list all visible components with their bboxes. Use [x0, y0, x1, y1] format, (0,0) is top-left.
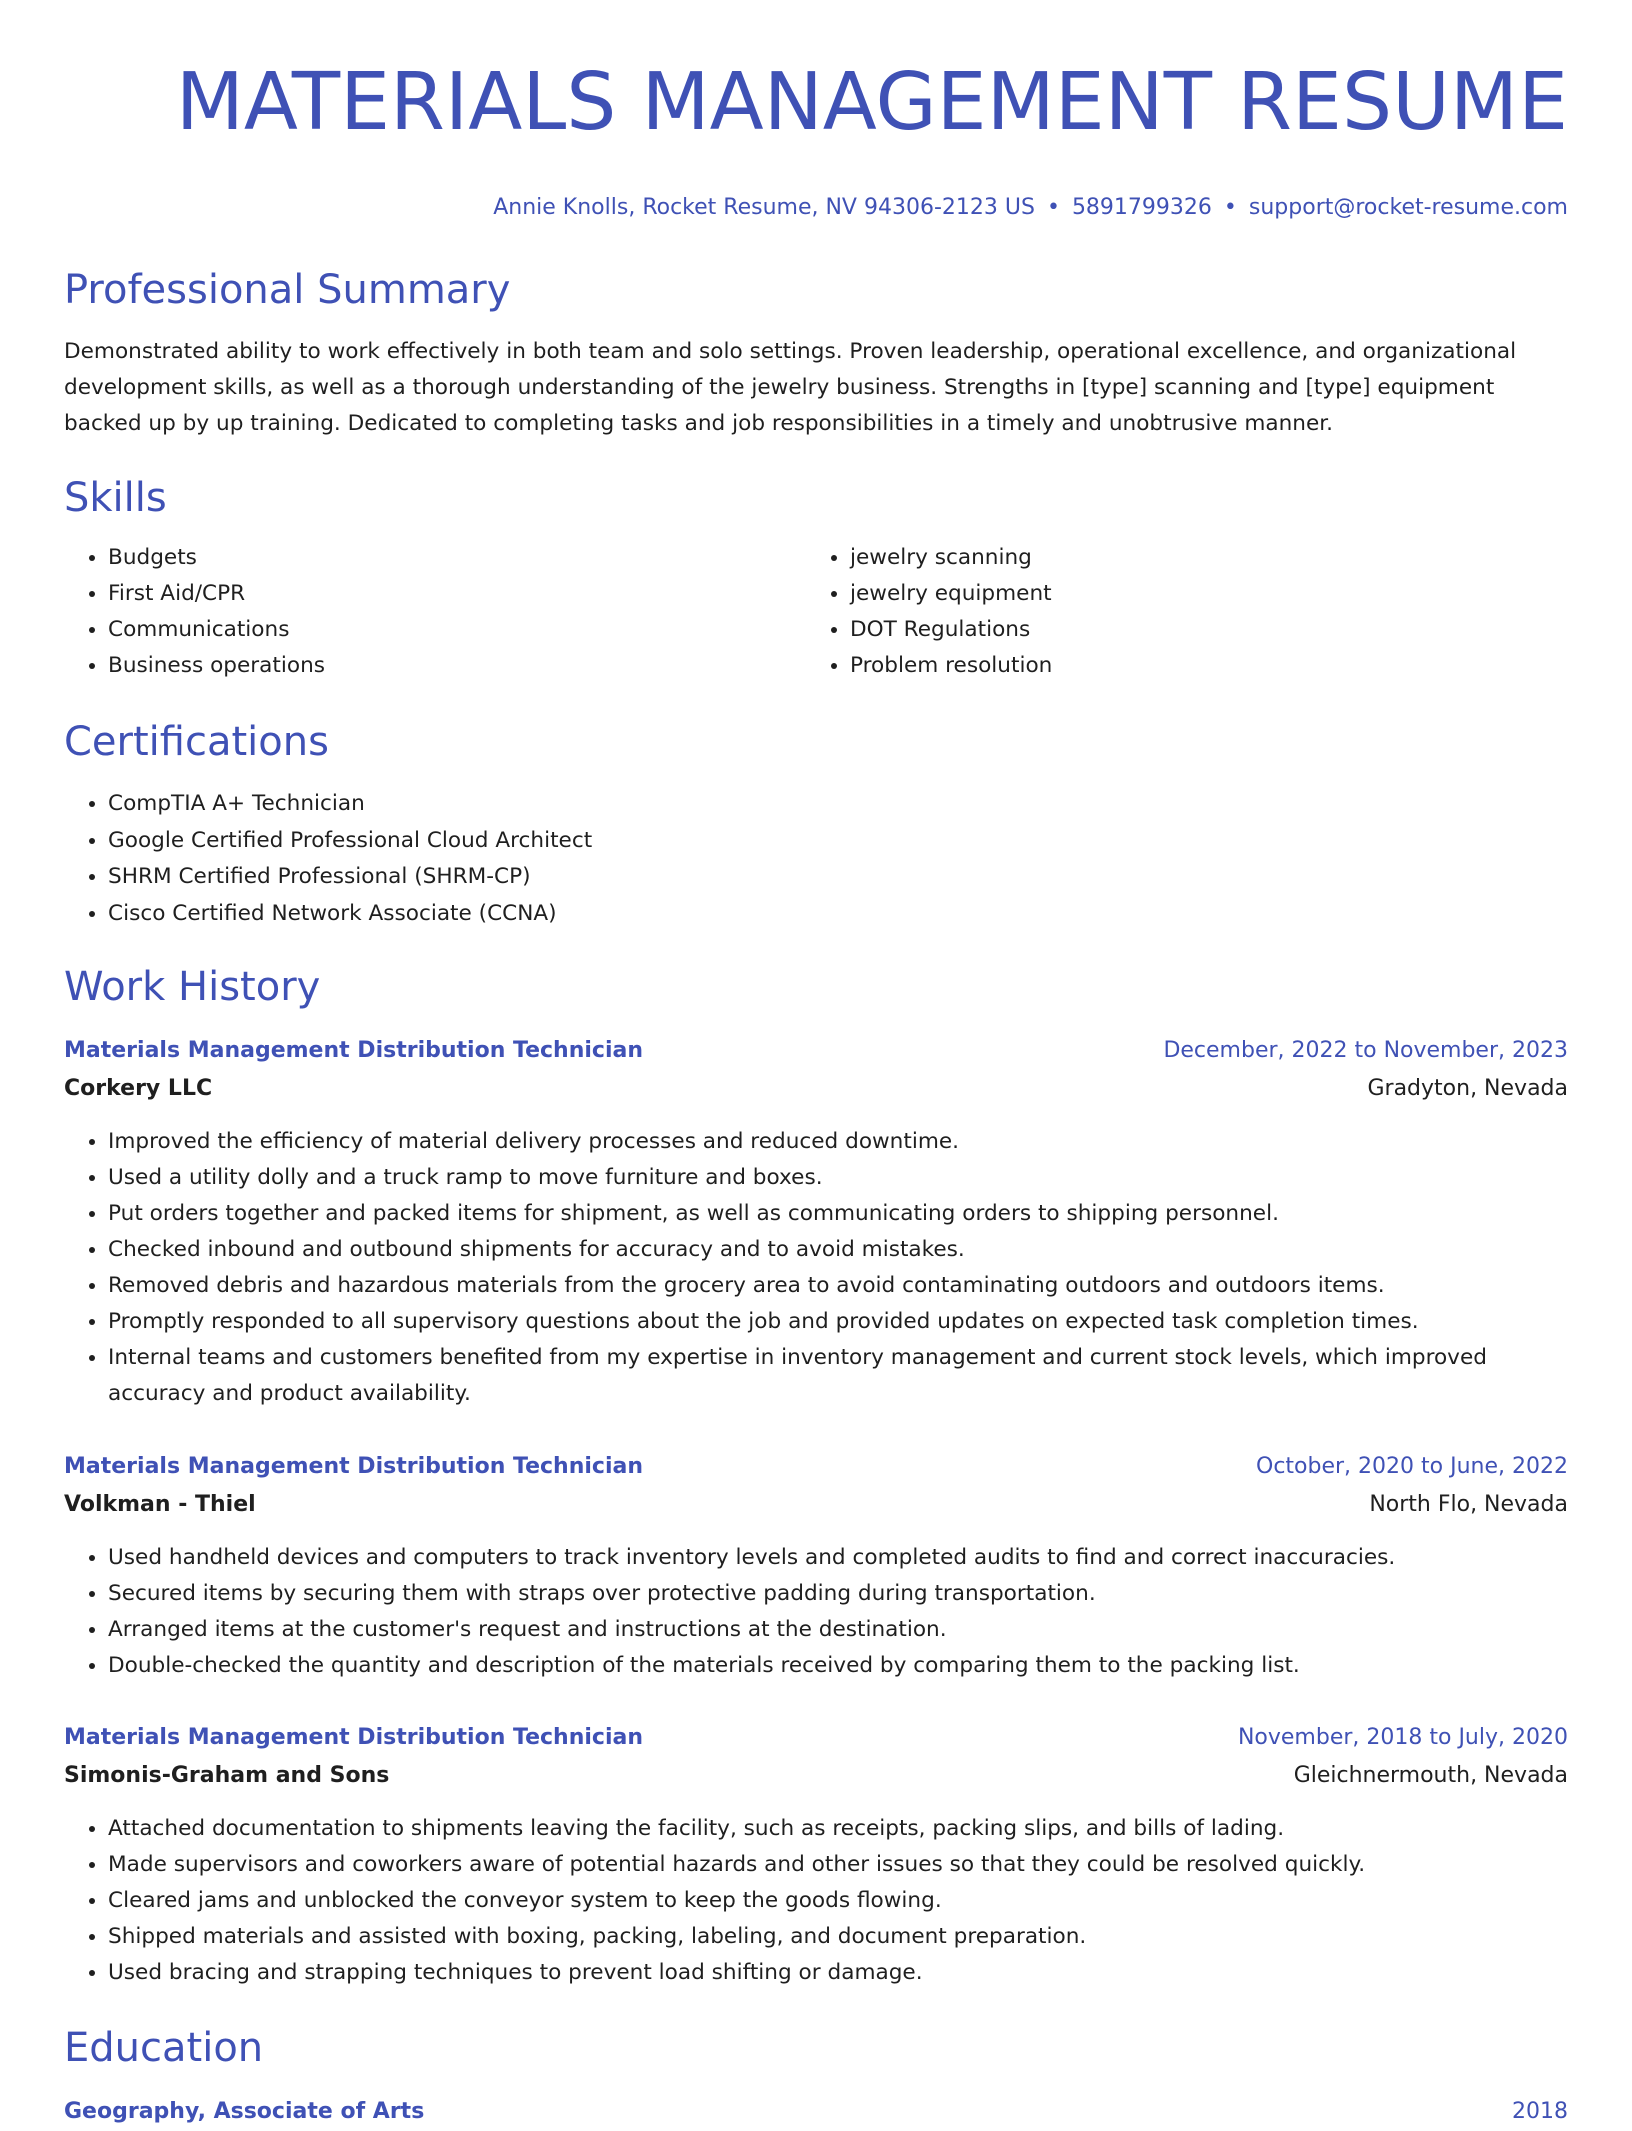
job-company: Simonis-Graham and Sons [64, 1763, 390, 1788]
certification-item: • Cisco Certified Network Associate (CCNA) [108, 896, 592, 933]
job-bullets [64, 1124, 1568, 1412]
contact-line [64, 193, 1568, 223]
job-bullets [64, 1540, 1568, 1684]
job-bullet: • Cleared jams and unblocked the conveyor system to keep the goods flowing. [108, 1883, 1568, 1919]
resume-page [64, 0, 1568, 2124]
skills-column-2 [806, 540, 1052, 684]
job-location: Gradyton, Nevada [1367, 1076, 1568, 1101]
skill-item: • Communications [108, 612, 325, 648]
skills-column-1 [64, 540, 325, 684]
job-entry [64, 1032, 1568, 1412]
job-company: Volkman - Thiel [64, 1492, 256, 1517]
section-heading-work-history: Work History [64, 964, 321, 1010]
job-header-row [64, 1719, 1568, 1757]
job-bullet: • Used bracing and strapping techniques to prevent load shifting or damage. [108, 1955, 1568, 1991]
job-title: Materials Management Distribution Technician [64, 1038, 644, 1063]
skill-item: • Business operations [108, 648, 325, 684]
skill-item: • Problem resolution [850, 648, 1052, 684]
job-location: Gleichnermouth, Nevada [1293, 1763, 1568, 1788]
job-bullet: • Improved the efficiency of material delivery processes and reduced downtime. [108, 1124, 1568, 1160]
job-bullet: • Attached documentation to shipments leaving the facility, such as receipts, packing slips, and bills of lading. [108, 1811, 1568, 1847]
skill-item: • DOT Regulations [850, 612, 1052, 648]
job-bullet: • Internal teams and customers benefited from my expertise in inventory management and current stock levels, which improved accuracy and product availability. [108, 1340, 1568, 1412]
contact-separator: • [1046, 195, 1060, 220]
section-heading-summary: Professional Summary [64, 267, 511, 313]
summary-text: Demonstrated ability to work effectively in both team and solo settings. Proven leadership, operational excellence, and organizational development skills, as well as a thorough understanding of the jewelry business. Strengths in [type] scanning and [type] equipment backed up by up training. Dedicated to completing tasks and job responsibilities in a timely and unobtrusive manner. [64, 339, 1517, 436]
job-bullet: • Shipped materials and assisted with boxing, packing, labeling, and document preparation. [108, 1919, 1568, 1955]
job-dates: November, 2018 to July, 2020 [1237, 1725, 1568, 1750]
contact-phone: 5891799326 [1071, 195, 1212, 220]
job-entry [64, 1719, 1568, 1991]
skill-item: • jewelry equipment [850, 576, 1052, 612]
job-company-row [64, 1070, 1568, 1108]
education-degree: Geography, Associate of Arts [64, 2099, 425, 2124]
certification-item: • SHRM Certified Professional (SHRM-CP) [108, 859, 592, 896]
job-company: Corkery LLC [64, 1076, 213, 1101]
contact-email[interactable]: support@rocket-resume.com [1248, 195, 1568, 220]
job-bullet: • Promptly responded to all supervisory questions about the job and provided updates on expected task completion times. [108, 1304, 1568, 1340]
job-bullet: • Checked inbound and outbound shipments for accuracy and to avoid mistakes. [108, 1232, 1568, 1268]
job-header-row [64, 1448, 1568, 1486]
job-bullets [64, 1811, 1568, 1991]
education-entry [64, 2093, 1568, 2131]
skill-item: • jewelry scanning [850, 540, 1052, 576]
section-heading-education: Education [64, 2025, 264, 2071]
job-bullet: • Made supervisors and coworkers aware of potential hazards and other issues so that they could be resolved quickly. [108, 1847, 1568, 1883]
education-year: 2018 [1512, 2099, 1568, 2124]
job-company-row [64, 1757, 1568, 1795]
section-heading-skills: Skills [64, 475, 167, 521]
job-entry [64, 1448, 1568, 1684]
skill-item: • Budgets [108, 540, 325, 576]
job-title: Materials Management Distribution Technician [64, 1454, 644, 1479]
job-company-row [64, 1486, 1568, 1524]
job-bullet: • Used handheld devices and computers to track inventory levels and completed audits to find and correct inaccuracies. [108, 1540, 1568, 1576]
resume-title: MATERIALS MANAGEMENT RESUME [175, 56, 1568, 148]
job-dates: October, 2020 to June, 2022 [1256, 1454, 1568, 1479]
contact-address: Annie Knolls, Rocket Resume, NV 94306-2123 US [493, 195, 1035, 220]
job-location: North Flo, Nevada [1369, 1492, 1568, 1517]
job-bullet: • Double-checked the quantity and description of the materials received by comparing them to the packing list. [108, 1648, 1568, 1684]
certification-item: • Google Certified Professional Cloud Architect [108, 823, 592, 860]
contact-separator: • [1223, 195, 1237, 220]
job-bullet: • Put orders together and packed items for shipment, as well as communicating orders to shipping personnel. [108, 1196, 1568, 1232]
job-bullet: • Secured items by securing them with straps over protective padding during transportation. [108, 1576, 1568, 1612]
section-heading-certifications: Certifications [64, 719, 329, 765]
job-dates: December, 2022 to November, 2023 [1163, 1038, 1568, 1063]
job-bullet: • Arranged items at the customer's request and instructions at the destination. [108, 1612, 1568, 1648]
certification-item: • CompTIA A+ Technician [108, 786, 592, 823]
skill-item: • First Aid/CPR [108, 576, 325, 612]
job-title: Materials Management Distribution Technician [64, 1725, 644, 1750]
job-bullet: • Removed debris and hazardous materials from the grocery area to avoid contaminating outdoors and outdoors items. [108, 1268, 1568, 1304]
job-bullet: • Used a utility dolly and a truck ramp to move furniture and boxes. [108, 1160, 1568, 1196]
job-header-row [64, 1032, 1568, 1070]
certifications-list [64, 786, 592, 932]
